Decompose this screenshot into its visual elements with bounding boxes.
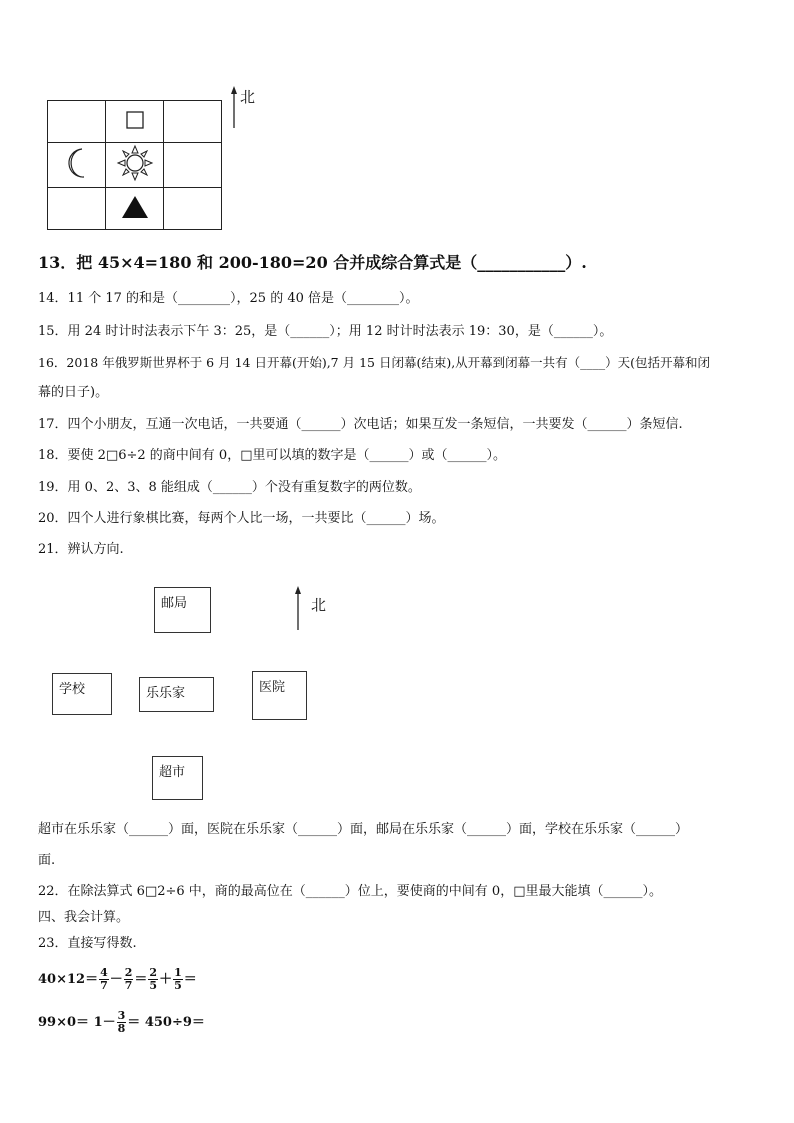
question-15: 15．用 24 时计时法表示下午 3：25，是（______）；用 12 时计时法表示 19：30，是（______）。 [38,324,613,339]
calc-row-2 [38,1009,205,1037]
north-label-map: 北 [311,596,327,614]
fraction-1-5: $\frac{1}{5}$ [174,966,182,992]
question-16-line2: 幕的日子)。 [38,385,109,400]
fraction-2-7: $\frac{2}{7}$ [124,966,133,992]
supermarket-box: 超市 [152,756,203,800]
hospital-box: 医院 [252,671,307,720]
grid-cell [48,101,106,143]
school-box: 学校 [52,673,112,715]
question-14: 14．11 个 17 的和是（________），25 的 40 倍是（________）。 [38,291,419,306]
arrow-up-icon [228,86,240,130]
grid-cell [106,188,164,230]
fraction-4-7: $\frac{4}{7}$ [100,966,108,992]
question-21: 21．辨认方向. [38,542,124,557]
grid-cell [164,188,222,230]
calc-99x0: 99×0＝ [38,1015,90,1030]
equals-sign: ＝ [134,972,148,987]
fraction-2-5: $\frac{2}{5}$ [149,966,158,992]
section-4-heading: 四、我会计算。 [38,910,130,925]
equals-sign: ＝ [183,972,197,987]
square-icon [125,110,145,130]
question-16-line1: 16．2018 年俄罗斯世界杯于 6 月 14 日开幕(开始),7 月 15 日闭幕(结束),从开幕到闭幕一共有（____）天(包括开幕和闭 [38,355,711,370]
grid-cell [164,101,222,143]
question-17: 17．四个小朋友，互通一次电话，一共要通（______）次电话；如果互发一条短信，一共要发（______）条短信. [38,417,683,432]
fraction-3-8: $\frac{3}{8}$ [117,1009,126,1035]
calc-450div9: 450÷9＝ [144,1015,205,1030]
question-13: 13．把 45×4=180 和 200-180=20 合并成综合算式是（___________）. [38,253,587,272]
question-21-answer-line2: 面. [38,853,56,868]
triangle-icon [121,195,149,219]
calc-1-minus: 1－ [93,1015,116,1030]
question-22: 22．在除法算式 6□2÷6 中，商的最高位在（______）位上，要使商的中间有 0，□里最大能填（______）。 [38,884,662,899]
minus-sign: － [109,972,123,987]
shape-grid [47,100,222,230]
question-18: 18．要使 2□6÷2 的商中间有 0，□里可以填的数字是（______）或（______）。 [38,448,506,463]
north-label: 北 [240,88,256,106]
question-23: 23．直接写得数. [38,936,137,951]
grid-cell [164,143,222,188]
arrow-up-icon [292,586,304,632]
question-21-answer-line1: 超市在乐乐家（______）面，医院在乐乐家（______）面，邮局在乐乐家（______）面，学校在乐乐家（______） [38,822,689,837]
question-20: 20．四个人进行象棋比赛，每两个人比一场，一共要比（______）场。 [38,511,445,526]
question-19: 19．用 0、2、3、8 能组成（______）个没有重复数字的两位数。 [38,480,421,495]
calc-row-1 [38,966,197,994]
post-office-box: 邮局 [154,587,211,633]
lele-home-box: 乐乐家 [139,677,214,712]
calc-40x12: 40×12＝ [38,972,99,987]
sun-icon [115,143,155,183]
grid-cell [48,143,106,188]
plus-sign: ＋ [159,972,173,987]
moon-icon [62,146,92,180]
grid-cell [106,143,164,188]
grid-cell [106,101,164,143]
equals-sign: ＝ [127,1015,141,1030]
grid-cell [48,188,106,230]
